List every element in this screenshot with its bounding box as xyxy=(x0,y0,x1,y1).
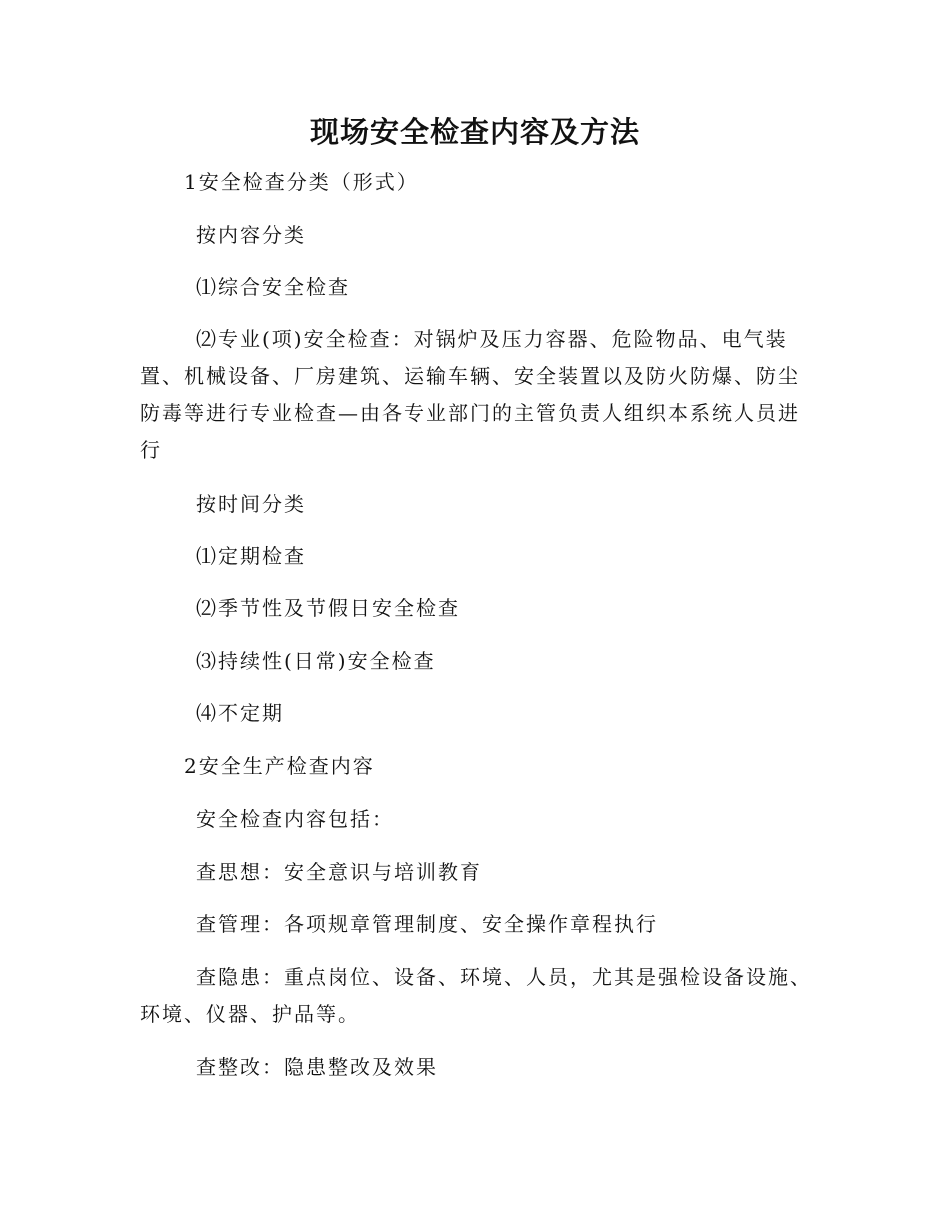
section-heading: 2安全生产检查内容 xyxy=(184,754,375,778)
list-item: ⑶持续性(日常)安全检查 xyxy=(196,649,436,673)
paragraph: 查整改：隐患整改及效果 xyxy=(196,1055,438,1079)
paragraph: 查思想：安全意识与培训教育 xyxy=(196,860,482,884)
subheading: 按内容分类 xyxy=(196,223,306,247)
page-title: 现场安全检查内容及方法 xyxy=(309,115,640,149)
list-item: ⑵专业(项)安全检查：对锅炉及压力容器、危险物品、电气装置、机械设备、厂房建筑、运输车辆、安全装置以及防火防爆、防尘防毒等进行专业检查—由各专业部门的主管负责人组织本系统人员进行 xyxy=(140,327,800,462)
section-heading: 1安全检查分类（形式） xyxy=(184,170,419,194)
list-item: ⑴定期检查 xyxy=(196,544,306,568)
subheading: 按时间分类 xyxy=(196,492,306,516)
paragraph: 查隐患：重点岗位、设备、环境、人员，尤其是强检设备设施、环境、仪器、护品等。 xyxy=(140,965,812,1026)
list-item: ⑷不定期 xyxy=(196,701,284,725)
paragraph: 安全检查内容包括： xyxy=(196,807,394,831)
paragraph: 查管理：各项规章管理制度、安全操作章程执行 xyxy=(196,912,658,936)
list-item: ⑵季节性及节假日安全检查 xyxy=(196,596,460,620)
list-item: ⑴综合安全检查 xyxy=(196,275,350,299)
